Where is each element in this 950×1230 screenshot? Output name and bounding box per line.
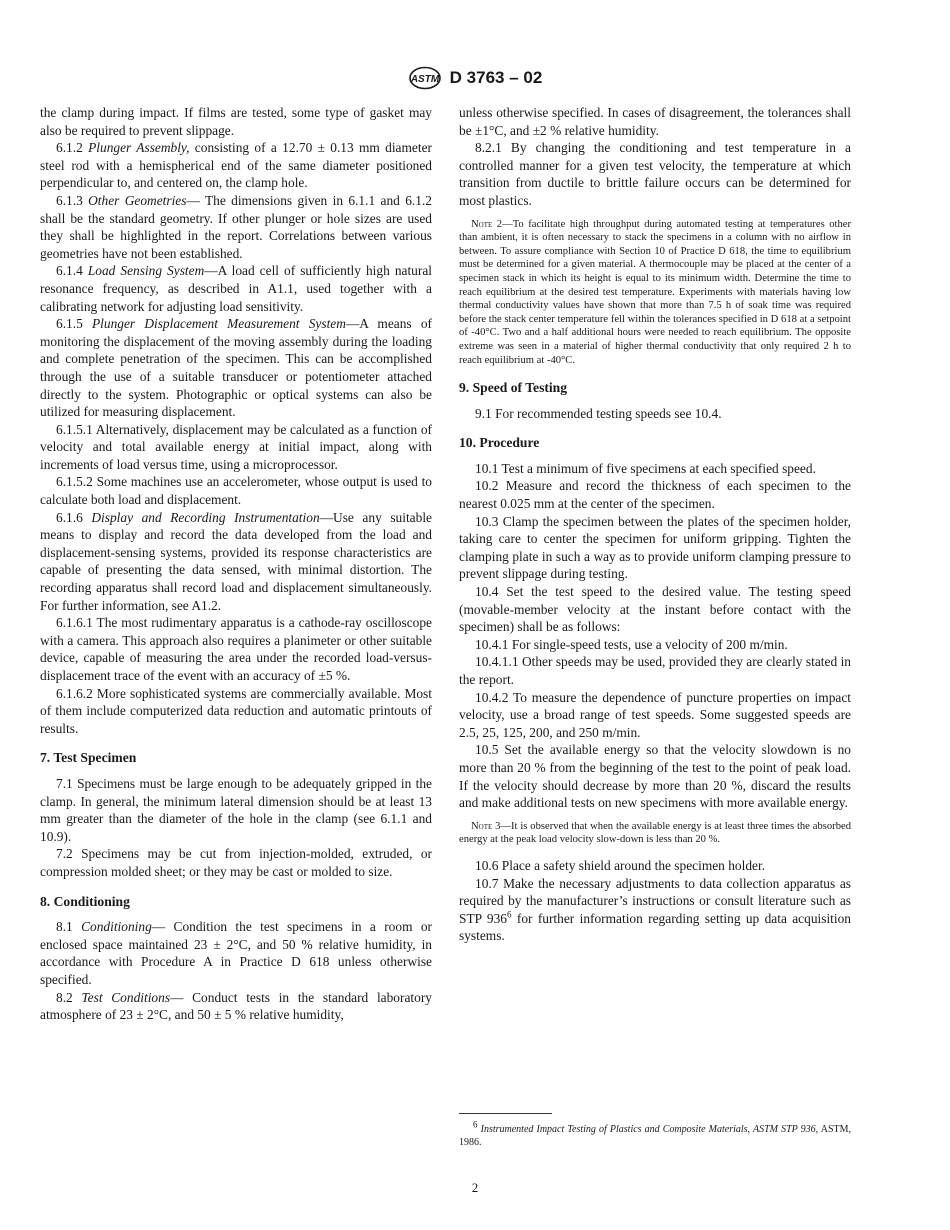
heading-conditioning: 8. Conditioning bbox=[40, 893, 130, 909]
section-7-2: 7.2 Specimens may be cut from injection-molded, extruded, or compression molded sheet; or they may be cast or molded to size. bbox=[40, 846, 432, 879]
section-6-1-5-1: 6.1.5.1 Alternatively, displacement may be calculated as a function of velocity and total available energy at initial impact, along with increments of load versus time, using a microprocessor. bbox=[40, 421, 432, 472]
section-9-1: 9.1 For recommended testing speeds see 10.4. bbox=[475, 405, 722, 421]
page-header bbox=[0, 66, 950, 90]
section-10-4-1: 10.4.1 For single-speed tests, use a velocity of 200 m/min. bbox=[475, 636, 788, 652]
page-number: 2 bbox=[471, 1180, 479, 1195]
astm-logo-icon bbox=[408, 66, 442, 90]
paragraph: unless otherwise specified. In cases of disagreement, the tolerances shall be ±1°C, and ±2 % relative humidity. bbox=[459, 105, 851, 138]
section-6-1-6: 6.1.6 Display and Recording Instrumentation—Use any suitable means to display and record the data developed from the load and displacement-sensing systems, provided its response characteristics are capable of presenting the data sensed, with minimal distortion. The recording apparatus shall record load and displacement simultaneously. For further information, see A1.2. bbox=[40, 509, 432, 613]
right-column bbox=[459, 104, 851, 945]
note-2: Note 2—To facilitate high throughput during automated testing at temperatures other than ambient, it is often necessary to stack the specimens in a column with no airflow in between. To assure compliance with Section 10 of Practice D 618, the time to equilibrium must be determined for a given material. A thermocouple may be placed at the center of a specimen stack in which its height is equal to its minimum width. Determine the time to reach equilibrium at the desired test temperature. Experiments with materials having low thermal conductivity values have shown that more than 7.5 h of soak time was required before the stack center temperature fell within the tolerances specified in D 618 at a setpoint of -40°C. Two and a half additional hours were needed to reach equilibrium. The opposite extreme was seen in a material of higher thermal conductivity that only required 2 h to reach equilibrium at -40°C. bbox=[459, 218, 851, 366]
svg-text:ASTM: ASTM bbox=[410, 74, 439, 85]
section-6-1-5-2: 6.1.5.2 Some machines use an accelerometer, whose output is used to calculate both load and displacement. bbox=[40, 474, 432, 508]
section-10-3: 10.3 Clamp the specimen between the plates of the specimen holder, taking care to center the specimen for uniform gripping. Tighten the clamping plate in such a way as to provide uniform clamping pressure to prevent slippage during testing. bbox=[459, 513, 851, 582]
section-6-1-5: 6.1.5 Plunger Displacement Measurement System—A means of monitoring the displacement of the moving assembly during the loading and complete penetration of the specimen. This can be accomplished through the use of a suitable transducer or potentiometer attached directly to the system. Photographic or optical systems can also be utilized for measuring displacement. bbox=[40, 316, 432, 420]
heading-procedure: 10. Procedure bbox=[459, 435, 540, 451]
section-10-5: 10.5 Set the available energy so that the velocity slowdown is no more than 20 % from the beginning of the test to the point of peak load. If the velocity should decrease by more than 20 %, discard the results and make additional tests on new specimens with more available energy. bbox=[459, 742, 851, 811]
document-id: D 3763 – 02 bbox=[449, 68, 543, 87]
section-10-4-1-1: 10.4.1.1 Other speeds may be used, provided they are clearly stated in the report. bbox=[459, 654, 851, 687]
section-10-2: 10.2 Measure and record the thickness of each specimen to the nearest 0.025 mm at the center of the specimen. bbox=[459, 478, 851, 512]
note-3: Note 3—It is observed that when the available energy is at least three times the absorbed energy at the peak load velocity slow-down is less than 20 %. bbox=[459, 820, 851, 846]
section-6-1-4: 6.1.4 Load Sensing System—A load cell of sufficiently high natural resonance frequency, as described in A1.1, used together with a calibrating network for adjusting load sensitivity. bbox=[40, 263, 432, 314]
left-column bbox=[40, 104, 432, 1024]
section-10-4: 10.4 Set the test speed to the desired value. The testing speed (movable-member velocity at the instant before contact with the specimen) shall be as follows: bbox=[459, 584, 851, 635]
section-6-1-2: 6.1.2 Plunger Assembly, consisting of a 12.70 ± 0.13 mm diameter steel rod with a hemispherical end of the same diameter positioned perpendicular to, and centered on, the clamp hole. bbox=[40, 140, 432, 191]
section-8-2: 8.2 Test Conditions— Conduct tests in the standard laboratory atmosphere of 23 ± 2°C, and 50 ± 5 % relative humidity, bbox=[40, 989, 432, 1023]
section-10-4-2: 10.4.2 To measure the dependence of puncture properties on impact velocity, use a broad range of test speeds. Some suggested speeds are 2.5, 25, 125, 200, and 250 m/min. bbox=[459, 689, 851, 740]
paragraph: the clamp during impact. If films are tested, some type of gasket may also be required to prevent slippage. bbox=[40, 105, 432, 138]
heading-speed-of-testing: 9. Speed of Testing bbox=[459, 380, 568, 396]
section-10-6: 10.6 Place a safety shield around the specimen holder. bbox=[475, 857, 766, 873]
footnote: $^6$ Instrumented Impact Testing of Plastics and Composite Materials, ASTM STP 936, ASTM, 1986. bbox=[459, 1119, 852, 1148]
section-6-1-6-2: 6.1.6.2 More sophisticated systems are commercially available. Most of them include computerized data reduction and automatic printouts of results. bbox=[40, 685, 432, 736]
section-10-1: 10.1 Test a minimum of five specimens at each specified speed. bbox=[475, 460, 816, 476]
section-6-1-3: 6.1.3 Other Geometries— The dimensions given in 6.1.1 and 6.1.2 shall be the standard geometry. If other plunger or hole sizes are used they shall be highlighted in the report. Correlations between various geometries have not been established. bbox=[40, 192, 432, 261]
section-10-7: 10.7 Make the necessary adjustments to data collection apparatus as required by the manufacturer’s instructions or consult literature such as STP $936^6$ for further information regarding setting up data acquisition systems. bbox=[459, 875, 852, 944]
heading-test-specimen: 7. Test Specimen bbox=[40, 750, 137, 766]
footnote-divider bbox=[459, 1113, 552, 1114]
section-7-1: 7.1 Specimens must be large enough to be adequately gripped in the clamp. In general, the minimum lateral dimension should be at least 13 mm greater than the diameter of the hole in the clamp (see 6.1.1 and 10.9). bbox=[40, 775, 432, 844]
section-6-1-6-1: 6.1.6.1 The most rudimentary apparatus is a cathode-ray oscilloscope with a camera. This approach also requires a planimeter or other suitable device, capable of measuring the area under the recorded load-versus-displacement trace of the event with an accuracy of ±5 %. bbox=[40, 615, 432, 683]
section-8-1: 8.1 Conditioning— Condition the test specimens in a room or enclosed space maintained 23 ± 2°C, and 50 % relative humidity, in accordance with Procedure A in Practice D 618 unless otherwise specified. bbox=[40, 919, 432, 987]
section-8-2-1: 8.2.1 By changing the conditioning and test temperature in a controlled manner for a given test velocity, the temperature at which transition from ductile to brittle failure occurs can be determined for most plastics. bbox=[459, 140, 851, 208]
